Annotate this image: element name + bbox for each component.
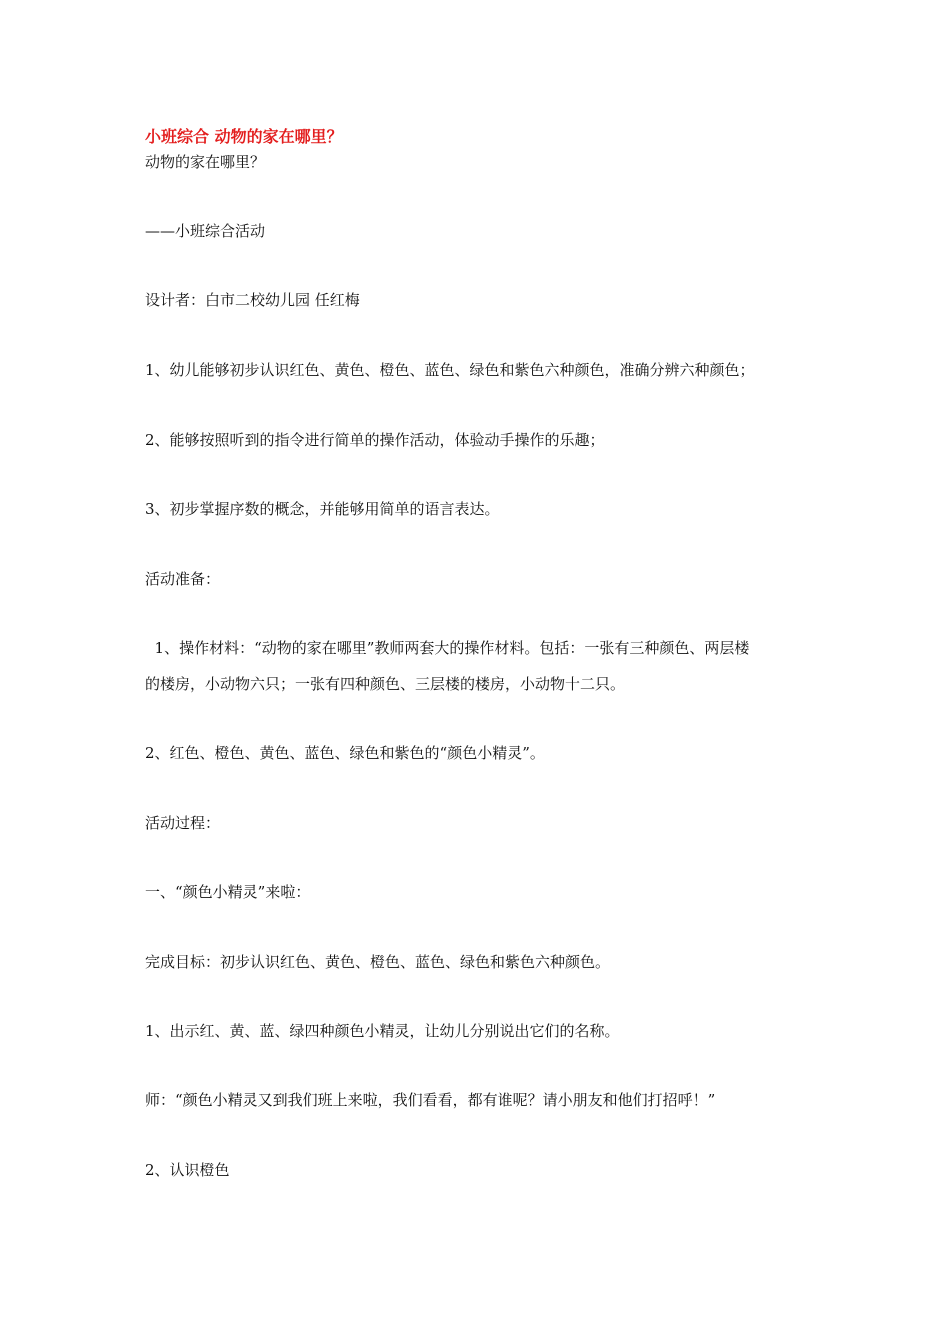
activity-type: ——小班综合活动: [145, 222, 266, 240]
step-2: 2、认识橙色: [145, 1161, 230, 1179]
preparation-item-1-line-2: 的楼房，小动物六只；一张有四种颜色、三层楼的楼房，小动物十二只。: [145, 675, 626, 693]
process-heading: 活动过程：: [145, 814, 221, 832]
step-1: 1、出示红、黄、蓝、绿四种颜色小精灵，让幼儿分别说出它们的名称。: [145, 1022, 620, 1040]
document-title: 小班综合 动物的家在哪里？: [145, 127, 343, 146]
teacher-quote: 师：“颜色小精灵又到我们班上来啦，我们看看，都有谁呢？请小朋友和他们打招呼！”: [145, 1091, 716, 1109]
section-1-goal: 完成目标：初步认识红色、黄色、橙色、蓝色、绿色和紫色六种颜色。: [145, 953, 611, 971]
designer-line: 设计者：白市二校幼儿园 任红梅: [145, 291, 360, 309]
goal-item-1: 1、幼儿能够初步认识红色、黄色、橙色、蓝色、绿色和紫色六种颜色，准确分辨六种颜色；: [145, 361, 755, 379]
section-1-heading: 一、“颜色小精灵”来啦：: [145, 883, 311, 901]
goal-item-3: 3、初步掌握序数的概念，并能够用简单的语言表达。: [145, 500, 500, 518]
goal-item-2: 2、能够按照听到的指令进行简单的操作活动，体验动手操作的乐趣；: [145, 431, 605, 449]
preparation-heading: 活动准备：: [145, 570, 221, 588]
preparation-item-2: 2、红色、橙色、黄色、蓝色、绿色和紫色的“颜色小精灵”。: [145, 744, 545, 762]
document-subtitle: 动物的家在哪里？: [145, 153, 266, 171]
preparation-item-1-line-1: 1、操作材料：“动物的家在哪里”教师两套大的操作材料。包括：一张有三种颜色、两层楼: [145, 639, 750, 657]
